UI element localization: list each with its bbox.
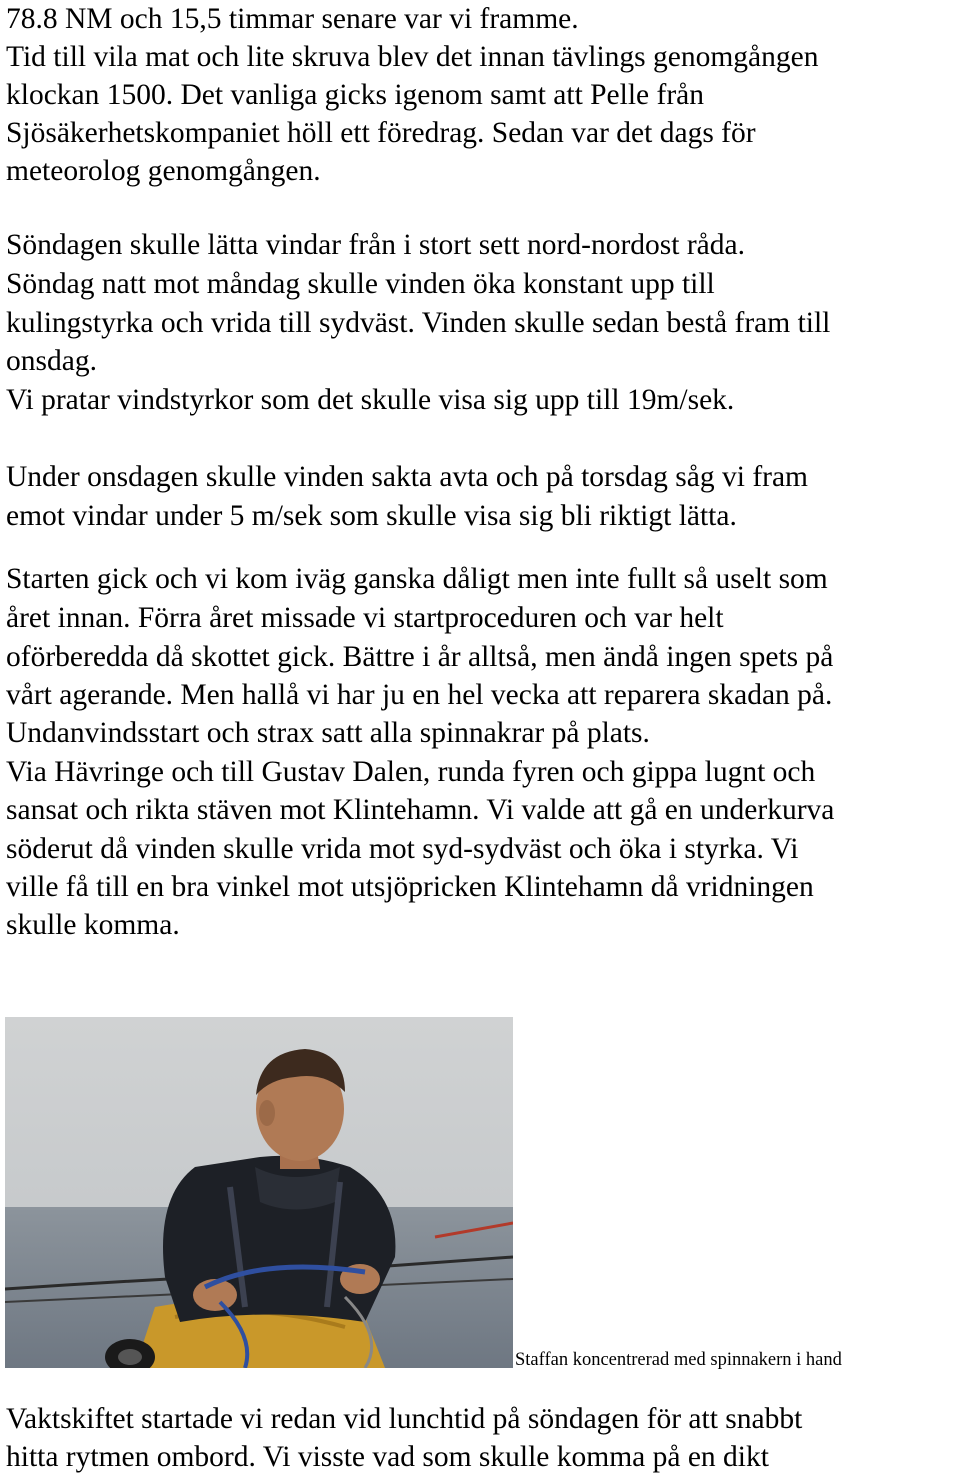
photo-caption: Staffan koncentrerad med spinnakern i hand xyxy=(515,1350,842,1370)
text-line: Söndag natt mot måndag skulle vinden öka konstant upp till xyxy=(6,268,715,300)
text-line: onsdag. xyxy=(6,345,97,377)
text-line: oförberedda då skottet gick. Bättre i år alltså, men ändå ingen spets på xyxy=(6,641,834,673)
text-line: 78.8 NM och 15,5 timmar senare var vi framme. xyxy=(6,3,579,35)
text-line: söderut då vinden skulle vrida mot syd-sydväst och öka i styrka. Vi xyxy=(6,833,799,865)
text-line: emot vindar under 5 m/sek som skulle visa sig bli riktigt lätta. xyxy=(6,500,737,532)
text-line: ville få till en bra vinkel mot utsjöpricken Klintehamn då vridningen xyxy=(6,871,814,903)
text-line: kulingstyrka och vrida till sydväst. Vinden skulle sedan bestå fram till xyxy=(6,307,831,339)
text-line: skulle komma. xyxy=(6,909,180,941)
text-line: Undanvindsstart och strax satt alla spinnakrar på plats. xyxy=(6,717,650,749)
text-line: hitta rytmen ombord. Vi visste vad som skulle komma på en dikt xyxy=(6,1441,769,1473)
text-line: Under onsdagen skulle vinden sakta avta och på torsdag såg vi fram xyxy=(6,461,809,493)
text-line: Vaktskiftet startade vi redan vid lunchtid på söndagen för att snabbt xyxy=(6,1403,803,1435)
sailor-photo-illustration xyxy=(5,1017,513,1368)
text-line: Sjösäkerhetskompaniet höll ett föredrag. Sedan var det dags för xyxy=(6,117,756,149)
text-line: Söndagen skulle lätta vindar från i stort sett nord-nordost råda. xyxy=(6,229,745,261)
text-line: sansat och rikta stäven mot Klintehamn. Vi valde att gå en underkurva xyxy=(6,794,835,826)
sailor-photo xyxy=(5,1017,513,1368)
text-line: Tid till vila mat och lite skruva blev det innan tävlings genomgången xyxy=(6,41,819,73)
text-line: året innan. Förra året missade vi startproceduren och var helt xyxy=(6,602,724,634)
text-line: Via Hävringe och till Gustav Dalen, runda fyren och gippa lugnt och xyxy=(6,756,816,788)
text-line: meteorolog genomgången. xyxy=(6,155,321,187)
text-line: Vi pratar vindstyrkor som det skulle visa sig upp till 19m/sek. xyxy=(6,384,735,416)
text-line: klockan 1500. Det vanliga gicks igenom samt att Pelle från xyxy=(6,79,704,111)
text-line: Starten gick och vi kom iväg ganska dåligt men inte fullt så uselt som xyxy=(6,563,828,595)
text-line: vårt agerande. Men hallå vi har ju en hel vecka att reparera skadan på. xyxy=(6,679,833,711)
